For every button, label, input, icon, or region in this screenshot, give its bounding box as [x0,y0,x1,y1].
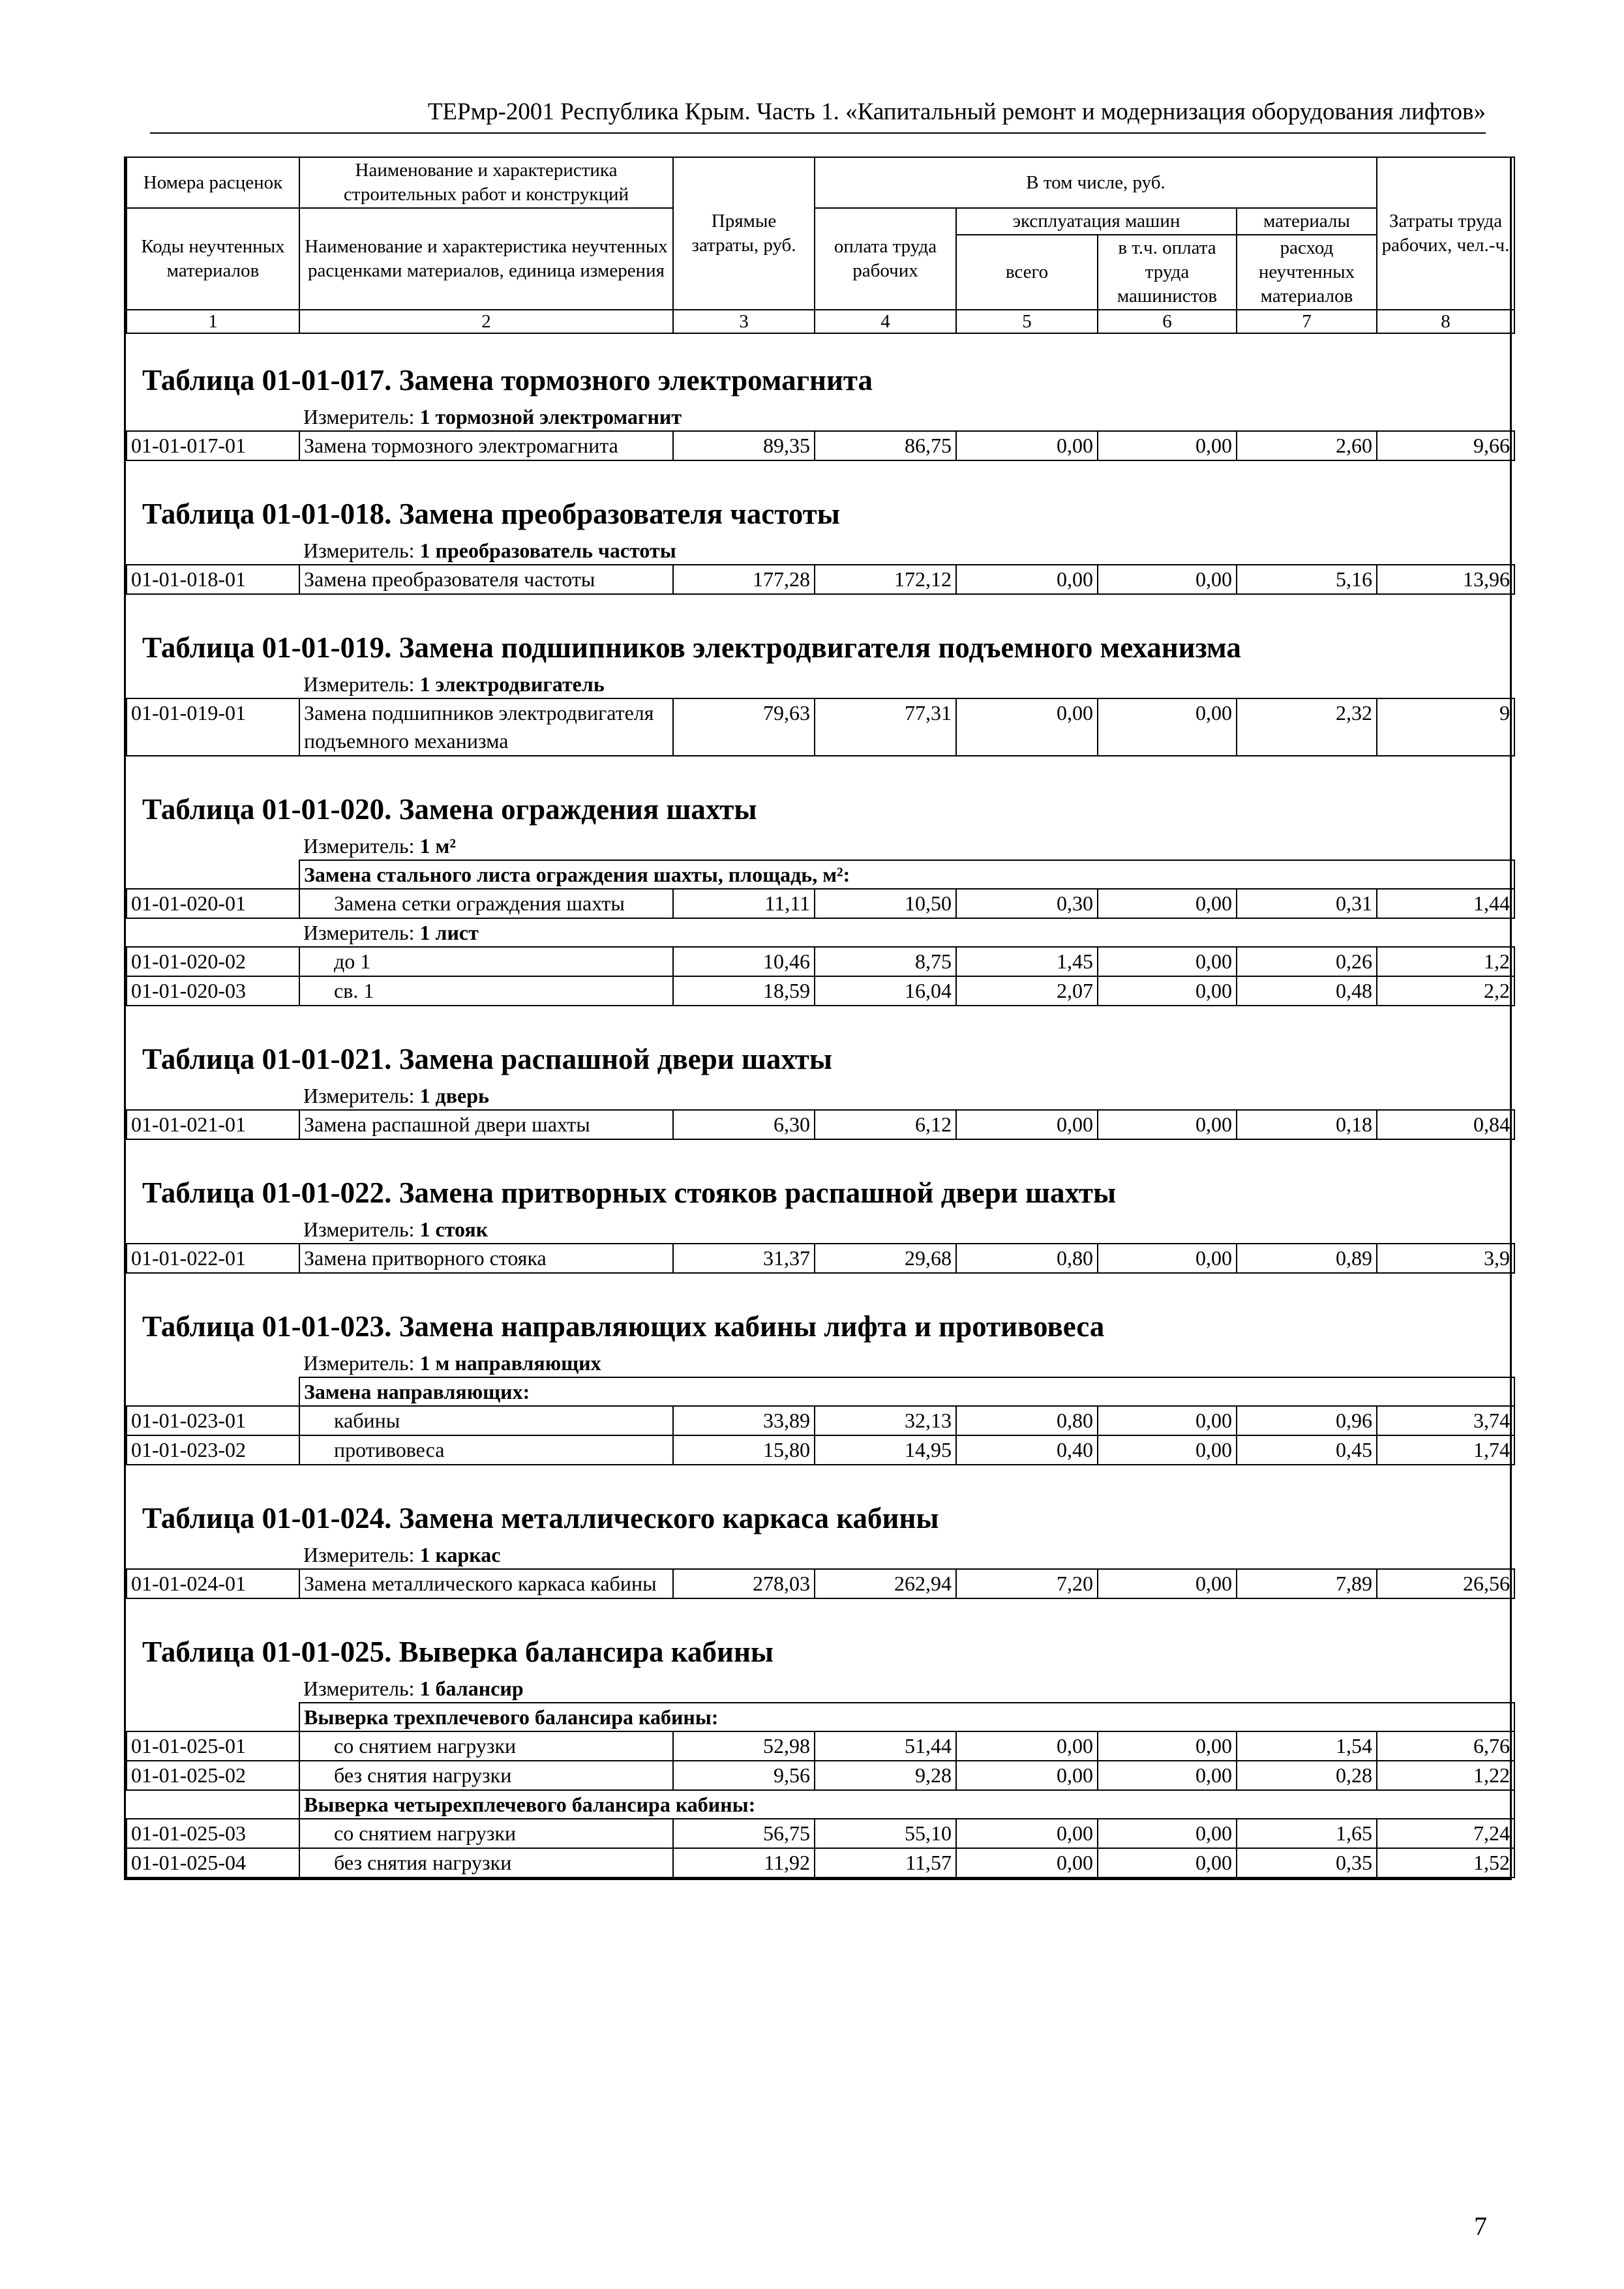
meter-row [127,1082,1514,1110]
table-title-row [127,1159,1514,1216]
rate-code: 01-01-020-03 [127,976,299,1006]
subheading-row [127,860,1514,889]
meter-row [127,1675,1514,1703]
rate-name: со снятием нагрузки [299,1731,673,1761]
machines-total-value: 0,00 [956,565,1098,594]
subheading: Замена стального листа ограждения шахты, площадь, м²: [299,860,1514,889]
labor-hours-value: 9 [1377,698,1514,756]
meter-unit: 1 м направляющих [419,1351,601,1375]
column-number: 3 [673,310,815,333]
labor-hours-value: 9,66 [1377,431,1514,460]
meter-row [127,403,1514,431]
subheading: Выверка четырехплечевого балансира кабины: [299,1790,1514,1819]
table-title-row [127,347,1514,403]
meter-label: Измеритель: [303,672,415,696]
meter-label: Измеритель: [303,1351,415,1375]
table-row [127,1731,1514,1761]
header-including: В том числе, руб. [815,157,1377,208]
meter-unit: 1 каркас [419,1543,501,1566]
page-number: 7 [1474,2211,1487,2241]
table-row [127,947,1514,976]
column-header-table [126,157,1515,334]
rate-name: до 1 [299,947,673,976]
direct-costs-value: 79,63 [673,698,815,756]
direct-costs-value: 52,98 [673,1731,815,1761]
rate-name: Замена тормозного электромагнита [299,431,673,460]
operator-pay-value: 0,00 [1098,947,1237,976]
material-usage-value: 0,18 [1237,1110,1377,1139]
rate-code: 01-01-018-01 [127,565,299,594]
column-number: 8 [1377,310,1514,333]
operator-pay-value: 0,00 [1098,976,1237,1006]
subheading: Замена направляющих: [299,1377,1514,1406]
operator-pay-value: 0,00 [1098,1848,1237,1878]
rate-code: 01-01-025-01 [127,1731,299,1761]
table-title: Таблица 01-01-017. Замена тормозного электромагнита [142,364,873,396]
labor-hours-value: 3,9 [1377,1244,1514,1273]
meter-label: Измеритель: [303,1084,415,1107]
rate-name: Замена притворного стояка [299,1244,673,1273]
material-usage-value: 0,89 [1237,1244,1377,1273]
column-number: 1 [127,310,299,333]
labor-hours-value: 7,24 [1377,1819,1514,1848]
rate-code: 01-01-023-01 [127,1406,299,1435]
rate-name: Замена преобразователя частоты [299,565,673,594]
worker-pay-value: 16,04 [815,976,956,1006]
labor-hours-value: 6,76 [1377,1731,1514,1761]
page-header: ТЕРмр-2001 Республика Крым. Часть 1. «Капитальный ремонт и модернизация оборудования лифтов» [427,98,1486,125]
operator-pay-value: 0,00 [1098,1569,1237,1598]
table-title-row [127,614,1514,670]
operator-pay-value: 0,00 [1098,1435,1237,1465]
table-title-row [127,1619,1514,1675]
meter-label: Измеритель: [303,539,415,562]
machines-total-value: 0,00 [956,1819,1098,1848]
rate-name: без снятия нагрузки [299,1761,673,1790]
operator-pay-value: 0,00 [1098,1761,1237,1790]
table-row [127,1848,1514,1878]
material-usage-value: 0,48 [1237,976,1377,1006]
column-number: 6 [1098,310,1237,333]
table-row [127,1761,1514,1790]
rate-name: Замена сетки ограждения шахты [299,889,673,918]
machines-total-value: 0,80 [956,1244,1098,1273]
direct-costs-value: 56,75 [673,1819,815,1848]
machines-total-value: 0,00 [956,1110,1098,1139]
header-machine-operation: эксплуатация машин [956,208,1237,235]
meter-label: Измеритель: [303,1543,415,1566]
operator-pay-value: 0,00 [1098,889,1237,918]
rate-name: кабины [299,1406,673,1435]
machines-total-value: 2,07 [956,976,1098,1006]
table-row [127,1244,1514,1273]
direct-costs-value: 15,80 [673,1435,815,1465]
table-row [127,1406,1514,1435]
rate-name: со снятием нагрузки [299,1819,673,1848]
worker-pay-value: 9,28 [815,1761,956,1790]
rate-name: Замена распашной двери шахты [299,1110,673,1139]
direct-costs-value: 177,28 [673,565,815,594]
operator-pay-value: 0,00 [1098,1406,1237,1435]
labor-hours-value: 1,44 [1377,889,1514,918]
subheading-row [127,1377,1514,1406]
rate-name: Замена подшипников электродвигателя подъемного механизма [299,698,673,756]
operator-pay-value: 0,00 [1098,1819,1237,1848]
meter-unit: 1 дверь [419,1084,489,1107]
material-usage-value: 5,16 [1237,565,1377,594]
operator-pay-value: 0,00 [1098,1110,1237,1139]
meter-label: Измеритель: [303,1677,415,1700]
labor-hours-value: 1,52 [1377,1848,1514,1878]
operator-pay-value: 0,00 [1098,1731,1237,1761]
rate-code: 01-01-025-02 [127,1761,299,1790]
worker-pay-value: 29,68 [815,1244,956,1273]
table-row [127,976,1514,1006]
direct-costs-value: 33,89 [673,1406,815,1435]
material-usage-value: 0,31 [1237,889,1377,918]
meter-unit: 1 стояк [419,1218,489,1241]
header-rule [150,132,1486,134]
material-usage-value: 0,96 [1237,1406,1377,1435]
table-title: Таблица 01-01-024. Замена металлического каркаса кабины [142,1502,939,1534]
rate-code: 01-01-021-01 [127,1110,299,1139]
worker-pay-value: 51,44 [815,1731,956,1761]
worker-pay-value: 8,75 [815,947,956,976]
table-row [127,889,1514,918]
material-usage-value: 7,89 [1237,1569,1377,1598]
rate-code: 01-01-020-01 [127,889,299,918]
table-row [127,1569,1514,1598]
machines-total-value: 0,40 [956,1435,1098,1465]
table-row [127,1819,1514,1848]
header-work-name: Наименование и характеристика строительных работ и конструкций [299,157,673,208]
labor-hours-value: 1,74 [1377,1435,1514,1465]
direct-costs-value: 6,30 [673,1110,815,1139]
machines-total-value: 1,45 [956,947,1098,976]
machines-total-value: 0,00 [956,1761,1098,1790]
meter-unit: 1 электродвигатель [419,672,605,696]
worker-pay-value: 11,57 [815,1848,956,1878]
labor-hours-value: 26,56 [1377,1569,1514,1598]
table-title: Таблица 01-01-025. Выверка балансира кабины [142,1636,774,1668]
meter-unit: 1 преобразователь частоты [419,539,676,562]
material-usage-value: 0,26 [1237,947,1377,976]
meter-row [127,537,1514,565]
header-material-usage: расход неучтенных материалов [1237,235,1377,310]
material-usage-value: 2,60 [1237,431,1377,460]
table-row [127,565,1514,594]
rate-code: 01-01-022-01 [127,1244,299,1273]
rate-name: Замена металлического каркаса кабины [299,1569,673,1598]
meter-row [127,1216,1514,1244]
subheading: Выверка трехплечевого балансира кабины: [299,1703,1514,1731]
direct-costs-value: 278,03 [673,1569,815,1598]
header-rate-numbers: Номера расценок [127,157,299,208]
machines-total-value: 0,00 [956,698,1098,756]
operator-pay-value: 0,00 [1098,565,1237,594]
worker-pay-value: 6,12 [815,1110,956,1139]
meter-row [127,832,1514,860]
machines-total-value: 0,00 [956,1731,1098,1761]
direct-costs-value: 11,92 [673,1848,815,1878]
column-number: 5 [956,310,1098,333]
worker-pay-value: 172,12 [815,565,956,594]
worker-pay-value: 55,10 [815,1819,956,1848]
labor-hours-value: 1,2 [1377,947,1514,976]
worker-pay-value: 14,95 [815,1435,956,1465]
header-operator-pay: в т.ч. оплата труда машинистов [1098,235,1237,310]
column-number: 2 [299,310,673,333]
header-material-codes: Коды неучтенных материалов [127,208,299,310]
direct-costs-value: 31,37 [673,1244,815,1273]
machines-total-value: 0,00 [956,1848,1098,1878]
machines-total-value: 7,20 [956,1569,1098,1598]
table-title: Таблица 01-01-020. Замена ограждения шахты [142,793,757,826]
table-row [127,698,1514,756]
rate-code: 01-01-017-01 [127,431,299,460]
rate-code: 01-01-019-01 [127,698,299,756]
direct-costs-value: 11,11 [673,889,815,918]
direct-costs-value: 10,46 [673,947,815,976]
column-number: 4 [815,310,956,333]
table-row [127,431,1514,460]
operator-pay-value: 0,00 [1098,698,1237,756]
worker-pay-value: 10,50 [815,889,956,918]
header-worker-pay: оплата труда рабочих [815,208,956,310]
machines-total-value: 0,80 [956,1406,1098,1435]
meter-label: Измеритель: [303,1218,415,1241]
machines-total-value: 0,00 [956,431,1098,460]
table-title-row [127,481,1514,537]
direct-costs-value: 89,35 [673,431,815,460]
rate-name: без снятия нагрузки [299,1848,673,1878]
price-sheet [124,157,1512,1880]
rate-code: 01-01-025-04 [127,1848,299,1878]
rate-name: противовеса [299,1435,673,1465]
material-usage-value: 0,35 [1237,1848,1377,1878]
meter-unit: 1 тормозной электромагнит [419,405,682,428]
rate-name: св. 1 [299,976,673,1006]
header-machines-total: всего [956,235,1098,310]
worker-pay-value: 32,13 [815,1406,956,1435]
meter-label: Измеритель: [303,405,415,428]
material-usage-value: 2,32 [1237,698,1377,756]
meter-row [127,1349,1514,1377]
meter-row [127,918,1514,947]
meter-label: Измеритель: [303,921,415,944]
table-title-row [127,1293,1514,1349]
meter-label: Измеритель: [303,834,415,858]
labor-hours-value: 2,2 [1377,976,1514,1006]
table-title-row [127,776,1514,832]
header-direct-costs: Прямые затраты, руб. [673,157,815,310]
table-title-row [127,1026,1514,1082]
material-usage-value: 0,28 [1237,1761,1377,1790]
rate-code: 01-01-023-02 [127,1435,299,1465]
meter-row [127,670,1514,698]
labor-hours-value: 13,96 [1377,565,1514,594]
meter-row [127,1541,1514,1569]
operator-pay-value: 0,00 [1098,431,1237,460]
worker-pay-value: 77,31 [815,698,956,756]
rate-code: 01-01-020-02 [127,947,299,976]
table-title: Таблица 01-01-018. Замена преобразователя частоты [142,498,840,530]
rates-body [126,334,1515,1878]
column-number: 7 [1237,310,1377,333]
direct-costs-value: 18,59 [673,976,815,1006]
worker-pay-value: 262,94 [815,1569,956,1598]
table-title: Таблица 01-01-019. Замена подшипников электродвигателя подъемного механизма [142,631,1241,664]
labor-hours-value: 0,84 [1377,1110,1514,1139]
material-usage-value: 1,65 [1237,1819,1377,1848]
table-title: Таблица 01-01-023. Замена направляющих кабины лифта и противовеса [142,1310,1105,1343]
table-row [127,1110,1514,1139]
header-material-name: Наименование и характеристика неучтенных расценками материалов, единица измерения [299,208,673,310]
meter-unit: 1 м² [419,834,456,858]
operator-pay-value: 0,00 [1098,1244,1237,1273]
table-title-row [127,1485,1514,1541]
rate-code: 01-01-025-03 [127,1819,299,1848]
direct-costs-value: 9,56 [673,1761,815,1790]
labor-hours-value: 3,74 [1377,1406,1514,1435]
table-title: Таблица 01-01-022. Замена притворных стояков распашной двери шахты [142,1176,1117,1209]
labor-hours-value: 1,22 [1377,1761,1514,1790]
meter-unit: 1 балансир [419,1677,524,1700]
subheading-row [127,1703,1514,1731]
machines-total-value: 0,30 [956,889,1098,918]
header-labor-hours: Затраты труда рабочих, чел.-ч. [1377,157,1514,310]
material-usage-value: 0,45 [1237,1435,1377,1465]
rate-code: 01-01-024-01 [127,1569,299,1598]
table-row [127,1435,1514,1465]
header-materials: материалы [1237,208,1377,235]
worker-pay-value: 86,75 [815,431,956,460]
material-usage-value: 1,54 [1237,1731,1377,1761]
subheading-row [127,1790,1514,1819]
table-title: Таблица 01-01-021. Замена распашной двери шахты [142,1043,833,1075]
meter-unit: 1 лист [419,921,479,944]
